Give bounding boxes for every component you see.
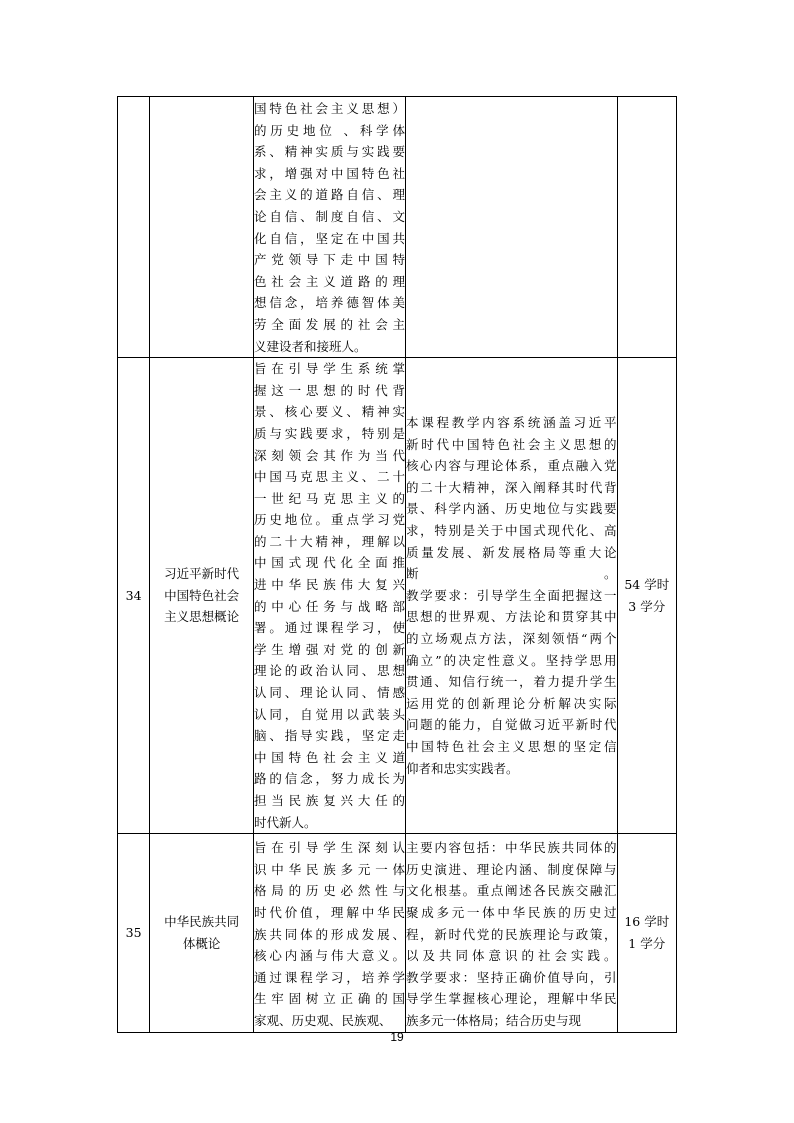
course-name-cell	[150, 834, 254, 1032]
course-goal-line: 中国式现代化全面推	[253, 555, 406, 571]
course-content-line: 聚成多元一体中华民族的历史过	[406, 904, 617, 920]
course-goal-line: 路的信念，努力成长为	[253, 771, 406, 787]
course-name-line: 习近平新时代	[164, 566, 240, 582]
course-content-line: 主要内容包括：中华民族共同体的	[406, 840, 617, 856]
course-goal-cell	[253, 834, 405, 1032]
course-content-cell	[406, 834, 618, 1032]
course-goal-line: 通过课程学习，培养学	[253, 969, 406, 985]
course-goal-line: 义建设者和接班人。	[253, 338, 367, 354]
course-goal-line: 署。通过课程学习，使	[253, 620, 406, 636]
course-hours-line: 1 学分	[628, 935, 666, 951]
course-number-cell	[118, 97, 150, 358]
course-content-line: 程，新时代党的民族理论与政策，	[406, 926, 617, 942]
course-hours-line: 16 学时	[624, 914, 670, 930]
course-goal-line: 色社会主义道路的理	[253, 273, 406, 289]
course-name-cell	[150, 358, 254, 834]
course-content-line: 仰者和忠实实践者。	[406, 760, 519, 776]
course-content-line: 新时代中国特色社会主义思想的	[406, 436, 617, 452]
course-goal-line: 家观、历史观、民族观、	[253, 1012, 392, 1028]
course-goal-line: 旨在引导学生深刻认	[253, 840, 406, 856]
course-content-cell	[406, 97, 618, 358]
course-content-line: 贯通、知信行统一，着力提升学生	[406, 674, 617, 690]
table-row	[118, 834, 677, 1032]
course-goal-line: 时代新人。	[253, 814, 317, 830]
course-goal-line: 会主义的道路自信、理	[253, 187, 406, 203]
course-goal-line: 脑、指导实践，坚定走	[253, 728, 406, 744]
course-content-line: 以及共同体意识的社会实践。	[406, 948, 617, 964]
course-name-line: 中国特色社会	[164, 587, 240, 603]
table-row	[118, 97, 677, 358]
course-goal-line: 历史地位。重点学习党	[253, 512, 406, 528]
course-goal-line: 产党领导下走中国特	[253, 252, 406, 268]
page-number: 19	[390, 1030, 404, 1044]
course-goal-line: 中国马克思主义、二十	[253, 469, 406, 485]
course-name-cell	[150, 97, 254, 358]
course-goal-line: 认同，自觉用以武装头	[253, 706, 406, 722]
course-name-line: 主义思想概论	[164, 609, 240, 625]
course-goal-line: 族共同体的形成发展、	[253, 926, 406, 942]
course-goal-line: 系、精神实质与实践要	[253, 144, 406, 160]
course-hours-line: 3 学分	[628, 598, 666, 614]
course-goal-line: 化自信，坚定在中国共	[253, 230, 406, 246]
course-goal-line: 劳全面发展的社会主	[253, 316, 406, 332]
course-content-line: 求，特别是关于中国式现代化、高	[406, 523, 617, 539]
course-goal-line: 论自信、制度自信、文	[253, 208, 406, 224]
course-content-line: 教学要求：坚持正确价值导向，引	[406, 969, 617, 985]
course-number-cell: 35	[118, 834, 150, 1032]
course-content-line: 本课程教学内容系统涵盖习近平	[406, 415, 617, 431]
course-content-line: 的立场观点方法，深刻领悟“两个	[406, 631, 617, 647]
course-hours-cell	[617, 358, 676, 834]
course-goal-line: 格局的历史必然性与	[253, 883, 406, 899]
course-goal-line: 一世纪马克思主义的	[253, 490, 406, 506]
course-goal-line: 进中华民族伟大复兴	[253, 577, 406, 593]
course-goal-cell	[253, 97, 405, 358]
course-content-line: 断。	[406, 566, 617, 582]
course-goal-line: 握这一思想的时代背	[253, 382, 406, 398]
course-goal-line: 求，增强对中国特色社	[253, 165, 406, 181]
course-content-line: 中国特色社会主义思想的坚定信	[406, 739, 617, 755]
course-content-line: 核心内容与理论体系，重点融入党	[406, 458, 617, 474]
course-goal-line: 景、核心要义、精神实	[253, 404, 406, 420]
course-content-line: 的二十大精神，深入阐释其时代背	[406, 479, 617, 495]
course-goal-line: 识中华民族多元一体	[253, 861, 406, 877]
course-goal-line: 学生增强对党的创新	[253, 641, 406, 657]
course-goal-line: 生牢固树立正确的国	[253, 991, 406, 1007]
course-goal-line: 的历史地位 、科学体	[253, 122, 406, 138]
course-content-line: 文化根基。重点阐述各民族交融汇	[406, 883, 617, 899]
course-content-line: 教学要求：引导学生全面把握这一	[406, 587, 617, 603]
course-goal-line: 想信念，培养德智体美	[253, 295, 406, 311]
course-goal-line: 担当民族复兴大任的	[253, 793, 406, 808]
course-content-line: 导学生掌握核心理论，理解中华民	[406, 991, 617, 1007]
course-content-cell	[406, 358, 618, 834]
course-content-line: 问题的能力，自觉做习近平新时代	[406, 717, 617, 733]
course-goal-cell	[253, 358, 405, 834]
course-content-line: 质量发展、新发展格局等重大论	[406, 544, 617, 560]
course-goal-line: 核心内涵与伟大意义。	[253, 948, 406, 964]
course-goal-line: 质与实践要求，特别是	[253, 425, 406, 441]
course-hours-line: 54 学时	[624, 577, 670, 593]
course-table	[117, 96, 677, 1033]
course-hours-cell	[617, 97, 676, 358]
course-content-line: 历史演进、理论内涵、制度保障与	[406, 861, 617, 877]
course-name-line: 体概论	[182, 935, 221, 951]
course-content-line: 确立”的决定性意义。坚持学思用	[406, 652, 617, 668]
course-goal-line: 旨在引导学生系统掌	[253, 361, 406, 377]
course-goal-line: 深刻领会其作为当代	[253, 447, 406, 463]
course-hours-cell	[617, 834, 676, 1032]
course-goal-line: 时代价值，理解中华民	[253, 904, 406, 920]
course-content-line: 运用党的创新理论分析解决实际	[406, 695, 617, 711]
course-content-line: 族多元一体格局；结合历史与现	[406, 1012, 582, 1028]
course-goal-line: 中国特色社会主义道	[253, 749, 406, 765]
course-goal-line: 理论的政治认同、思想	[253, 663, 406, 679]
course-number-cell: 34	[118, 358, 150, 834]
table-body	[118, 97, 677, 1033]
course-goal-line: 的二十大精神，理解以	[253, 533, 406, 549]
course-goal-line: 的中心任务与战略部	[253, 598, 406, 614]
course-content-line: 思想的世界观、方法论和贯穿其中	[406, 609, 617, 625]
course-goal-line: 国特色社会主义思想）	[253, 101, 406, 116]
table-row	[118, 358, 677, 834]
course-goal-line: 认同、理论认同、情感	[253, 685, 406, 701]
course-content-line: 景、科学内涵、历史地位与实践要	[406, 501, 617, 517]
course-name-line: 中华民族共同	[164, 914, 240, 930]
